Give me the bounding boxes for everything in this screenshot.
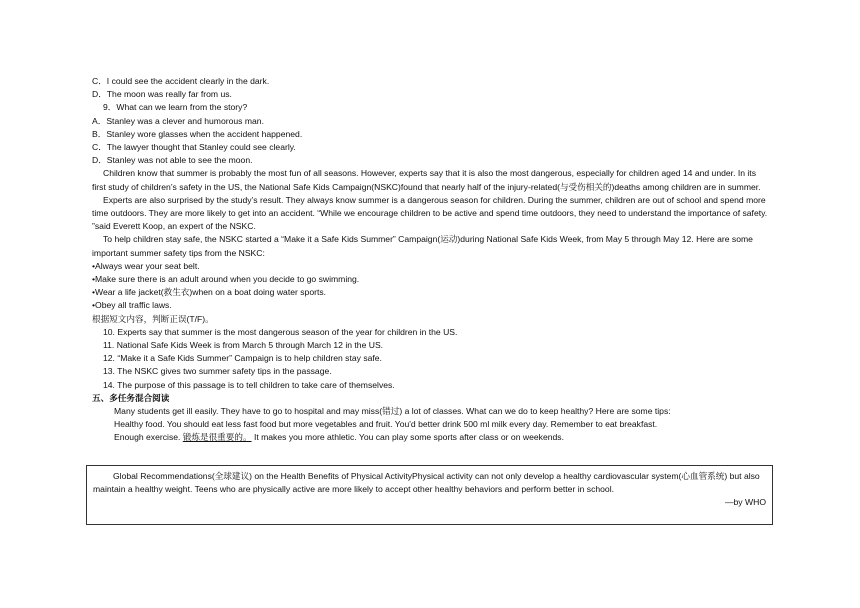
option-line: A．Stanley was a clever and humorous man. [92,115,264,126]
safety-tip: •Obey all traffic laws. [92,300,172,311]
subheading-text: Enough exercise. [114,432,181,443]
passage-paragraph: To help children stay safe, the NSKC started a “Make it a Safe Kids Summer” Campaign(运动)during National Safe Kids Week, from May 5 through May 12. Here are some important summer safety tips from the NSKC: [92,234,753,258]
tf-statement: 12. “Make it a Safe Kids Summer” Campaign is to help children stay safe. [103,353,382,364]
option-line: B．Stanley wore glasses when the accident happened. [92,128,303,139]
section5-line: Many students get ill easily. They have to go to hospital and may miss(错过) a lot of classes. What can we do to keep healthy? Here are some tips: [114,406,671,417]
passage-paragraph: Children know that summer is probably the most fun of all seasons. However, experts say that it is also the most dangerous, especially for children aged 14 and under. In its first study of children’s safety in the US, the National Safe Kids Campaign(NSKC)found that nearly half of the injury-related(与受伤相关的)deaths among children are in summer. [92,168,761,192]
tf-statement: 14. The purpose of this passage is to tell children to take care of themselves. [103,379,395,390]
safety-tip: •Make sure there is an adult around when you decide to go swimming. [92,274,360,285]
option-line: C．I could see the accident clearly in the dark. [92,76,270,86]
worksheet-content [92,75,772,445]
section5-line [92,431,772,444]
section-title: 五、多任务混合阅读 [92,392,170,403]
tf-statement: 13. The NSKC gives two summer safety tips in the passage. [103,366,332,377]
tf-statement: 10. Experts say that summer is the most dangerous season of the year for children in the US. [103,326,458,337]
passage-paragraph: Experts are also surprised by the study’s result. They always know summer is a dangerous season for children. During the summer, children are out of school and spend more time outdoors. They are more likely to get into an accident. “While we encourage children to be active and spend time outdoors, they need to understand the importance of safety. ”said Everett Koop, an expert of the NSKC. [92,194,768,232]
body-text: It makes you more athletic. You can play some sports after class or on weekends. [253,432,564,443]
option-line: D．Stanley was not able to see the moon. [92,155,253,166]
section5-line: Healthy food. You should eat less fast food but more vegetables and fruit. You'd better drink 500 ml milk every day. Remember to eat breakfast. [114,419,658,430]
safety-tip: •Always wear your seat belt. [92,260,200,271]
option-line: D．The moon was really far from us. [92,89,232,100]
text-box [86,465,773,525]
box-signature: —by WHO [724,497,766,508]
option-line: C．The lawyer thought that Stanley could see clearly. [92,142,296,153]
tf-statement: 11. National Safe Kids Week is from March 5 through March 12 in the US. [103,340,384,351]
box-paragraph: Global Recommendations(全球建议) on the Health Benefits of Physical ActivityPhysical activity can not only develop a healthy cardiovascular system(心血管系统) but also maintain a healthy weight. Teens who are physically active are more likely to accept other healthy behaviors and perform better in school. [93,471,760,495]
answer-blank: 锻炼是很重要的。 [182,432,252,443]
tf-instruction: 根据短文内容，判断正误(T/F)。 [92,313,214,324]
safety-tip: •Wear a life jacket(救生衣)when on a boat doing water sports. [92,287,327,298]
question-9: 9．What can we learn from the story? [103,102,248,113]
